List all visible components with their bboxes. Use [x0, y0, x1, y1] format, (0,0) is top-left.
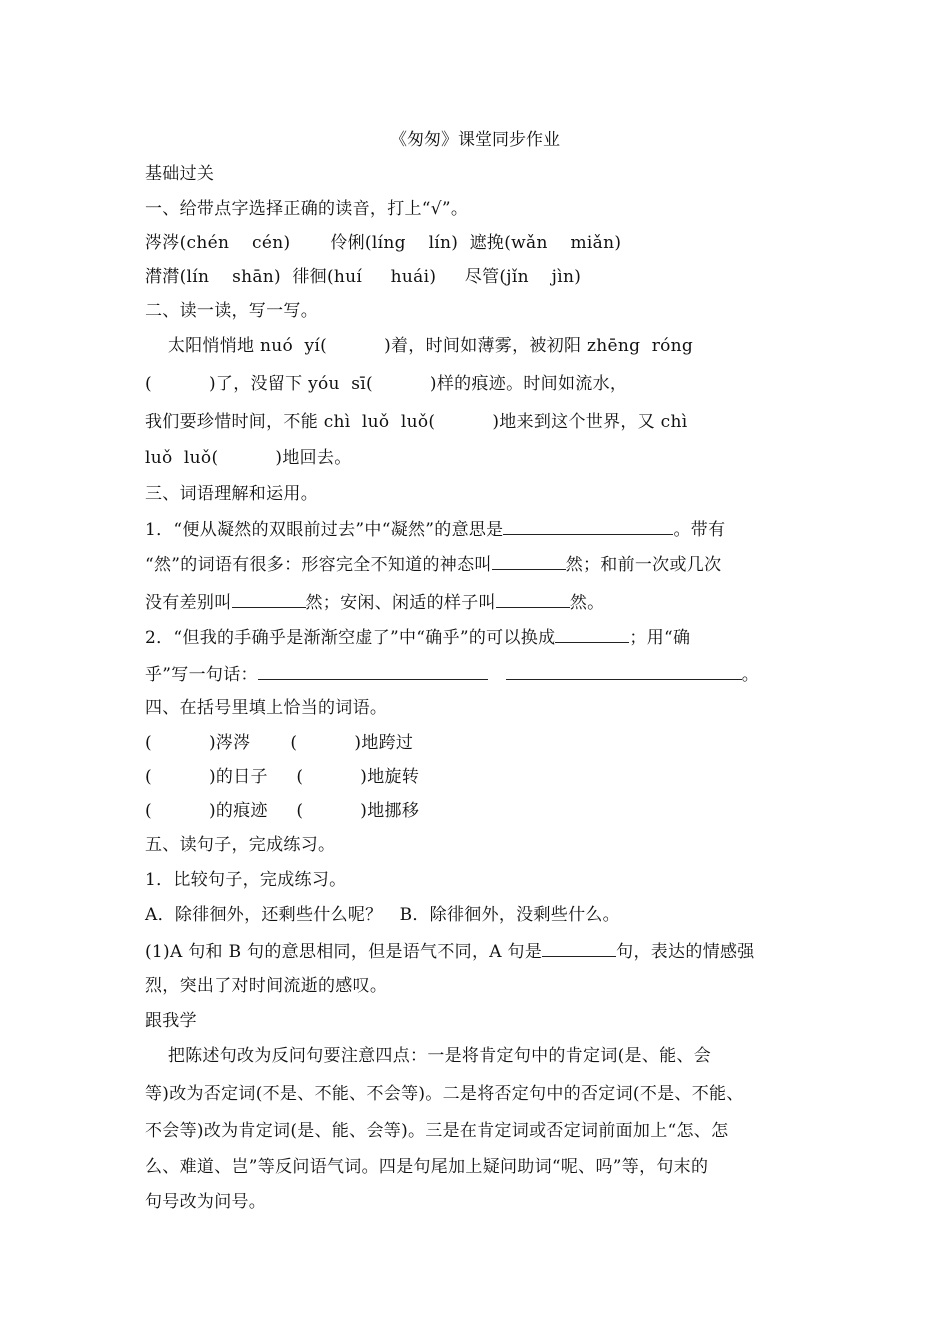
- q3-line2-tail: 然；和前一次或几次: [565, 555, 722, 575]
- q5-sub1: 1．比较句子，完成练习。: [145, 870, 347, 890]
- learn-line2: 等)改为否定词(不是、不能、不会等)。二是将否定句中的否定词(不是、不能、: [145, 1084, 744, 1104]
- q3-line3: [145, 589, 604, 615]
- q3-line4: [145, 624, 690, 650]
- q3-line1-text: 1．“便从凝然的双眼前过去”中“凝然”的意思是: [145, 520, 504, 540]
- answer-blank[interactable]: [506, 661, 742, 680]
- q5-options: A．除徘徊外，还剩些什么呢？ B．除徘徊外，没剩些什么。: [145, 905, 620, 925]
- answer-blank[interactable]: [542, 938, 616, 957]
- q5-para-line1-tail: 句，表达的情感强: [616, 942, 755, 962]
- q4-row3: ( )的痕迹 ( )地挪移: [145, 801, 420, 821]
- answer-blank[interactable]: [492, 551, 566, 570]
- q3-line5: [145, 661, 759, 687]
- q2-para-line4: luǒ luǒ( )地回去。: [145, 448, 352, 468]
- learn-line4: 么、难道、岂”等反问语气词。四是句尾加上疑问助词“呢、吗”等，句末的: [145, 1157, 709, 1177]
- q5-para-line1: [145, 938, 755, 964]
- q3-line4-tail: ；用“确: [629, 628, 691, 648]
- q5-para-line2: 烈，突出了对时间流逝的感叹。: [145, 976, 388, 996]
- q5-heading: 五、读句子，完成练习。: [145, 835, 336, 855]
- learn-heading: 跟我学: [145, 1011, 197, 1031]
- q3-line1: [145, 516, 725, 542]
- q1-row1: 涔涔(chén cén) 伶俐(líng lín) 遮挽(wǎn miǎn): [145, 233, 622, 253]
- learn-line1: 把陈述句改为反问句要注意四点：一是将肯定句中的肯定词(是、能、会: [145, 1046, 712, 1066]
- q3-line5-tail: 。: [741, 665, 760, 685]
- q2-para-line2: ( )了，没留下 yóu sī( )样的痕迹。时间如流水，: [145, 374, 628, 394]
- q2-para-line1: 太阳悄悄地 nuó yí( )着，时间如薄雾，被初阳 zhēng róng: [145, 336, 694, 356]
- q3-line4-text: 2．“但我的手确乎是渐渐空虚了”中“确乎”的可以换成: [145, 628, 556, 648]
- q3-heading: 三、词语理解和运用。: [145, 484, 318, 504]
- q3-line1-tail: 。带有: [673, 520, 726, 540]
- learn-line3: 不会等)改为肯定词(是、能、会等)。三是在肯定词或否定词前面加上“怎、怎: [145, 1121, 729, 1141]
- q4-row2: ( )的日子 ( )地旋转: [145, 767, 420, 787]
- q2-para-line3: 我们要珍惜时间，不能 chì luǒ luǒ( )地来到这个世界，又 chì: [145, 412, 688, 432]
- section-basic: 基础过关: [145, 164, 215, 184]
- q3-line5-text: 乎”写一句话：: [145, 665, 258, 685]
- q2-heading: 二、读一读，写一写。: [145, 301, 318, 321]
- q3-line3-text: 没有差别叫: [145, 593, 232, 613]
- q4-heading: 四、在括号里填上恰当的词语。: [145, 698, 388, 718]
- doc-title: 《匆匆》课堂同步作业: [390, 130, 560, 150]
- q1-row2: 潸潸(lín shān) 徘徊(huí huái) 尽管(jǐn jìn): [145, 267, 582, 287]
- q3-line2-text: “然”的词语有很多：形容完全不知道的神态叫: [145, 555, 492, 575]
- answer-blank[interactable]: [555, 624, 629, 643]
- answer-blank[interactable]: [503, 516, 673, 535]
- q5-para-line1-text: (1)A 句和 B 句的意思相同，但是语气不同，A 句是: [145, 942, 543, 962]
- q3-line3-tail: 然。: [569, 593, 605, 613]
- q3-line2: [145, 551, 721, 577]
- learn-line5: 句号改为问号。: [145, 1192, 267, 1212]
- q4-row1: ( )涔涔 ( )地跨过: [145, 733, 414, 753]
- q1-heading: 一、给带点字选择正确的读音，打上“√”。: [145, 199, 469, 219]
- answer-blank[interactable]: [258, 661, 488, 680]
- answer-blank[interactable]: [496, 589, 570, 608]
- answer-blank[interactable]: [232, 589, 306, 608]
- q3-line3-mid: 然；安闲、闲适的样子叫: [305, 593, 496, 613]
